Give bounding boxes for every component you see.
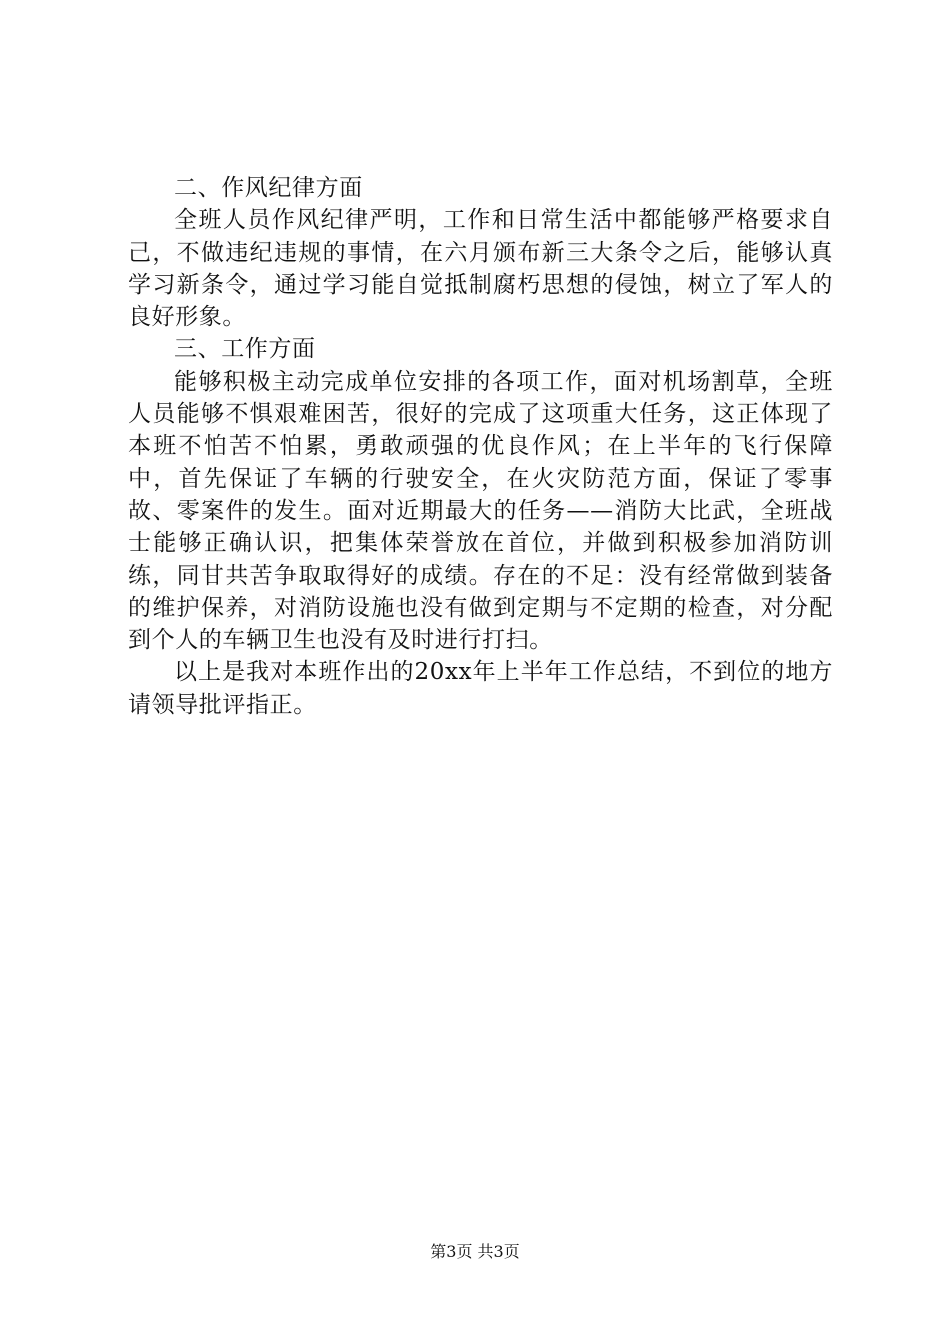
page-number-footer: 第3页 共3页: [430, 1242, 520, 1261]
document-body: [128, 172, 833, 721]
paragraph-conclusion: 以上是我对本班作出的20xx年上半年工作总结，不到位的地方请领导批评指正。: [128, 659, 833, 718]
section-heading-discipline: 二、作风纪律方面: [174, 175, 363, 201]
paragraph-discipline: 全班人员作风纪律严明，工作和日常生活中都能够严格要求自己，不做违纪违规的事情，在六月颁布新三大条令之后，能够认真学习新条令，通过学习能自觉抵制腐朽思想的侵蚀，树立了军人的良好形象。: [128, 207, 833, 331]
section-heading-work: 三、工作方面: [174, 336, 316, 363]
paragraph-work: 能够积极主动完成单位安排的各项工作，面对机场割草，全班人员能够不惧艰难困苦，很好的完成了这项重大任务，这正体现了本班不怕苦不怕累，勇敢顽强的优良作风；在上半年的飞行保障中，首先保证了车辆的行驶安全，在火灾防范方面，保证了零事故、零案件的发生。面对近期最大的任务——消防大比武，全班战士能够正确认识，把集体荣誉放在首位，并做到积极参加消防训练，同甘共苦争取取得好的成绩。存在的不足：没有经常做到装备的维护保养，对消防设施也没有做到定期与不定期的检查，对分配到个人的车辆卫生也没有及时进行打扫。: [128, 368, 833, 654]
